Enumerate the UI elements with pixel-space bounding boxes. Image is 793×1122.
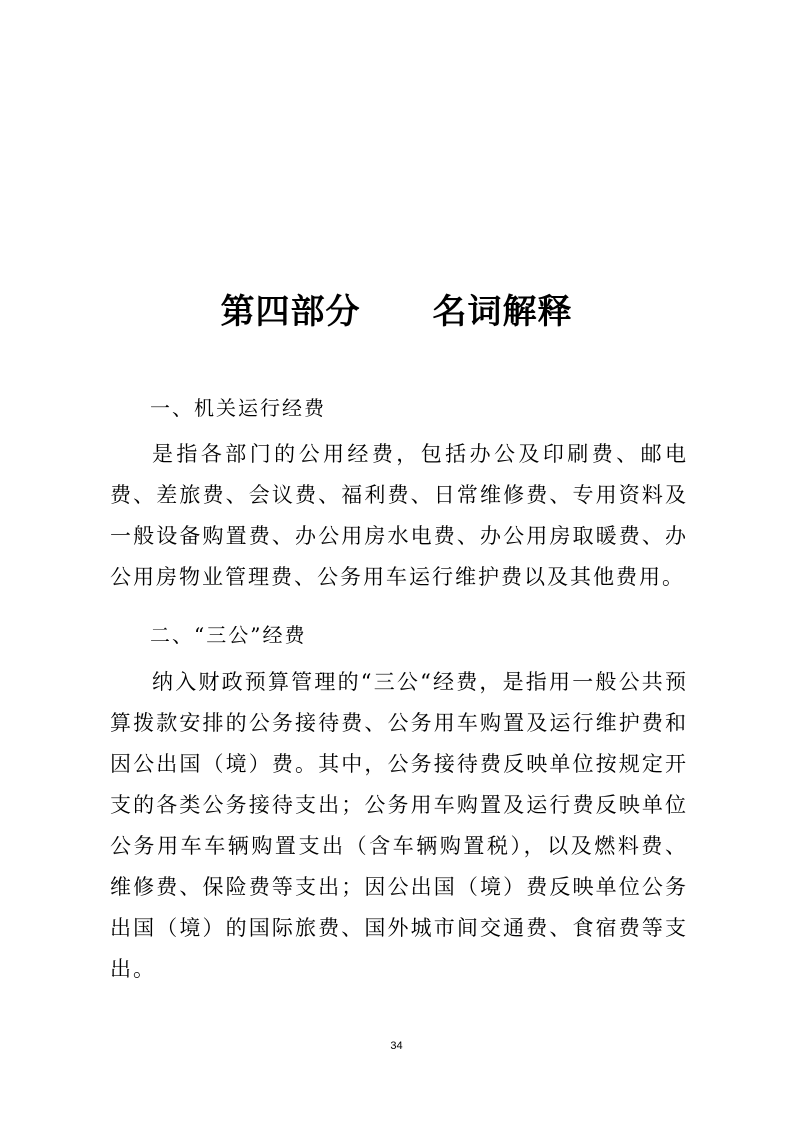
section-heading-1: 一、机关运行经费: [150, 396, 326, 420]
page-title: [0, 286, 793, 338]
section-heading-2: 二、“三公”经费: [150, 623, 307, 647]
section-body-1: 是指各部门的公用经费，包括办公及印刷费、邮电费、差旅费、会议费、福利费、日常维修费、专用资料及一般设备购置费、办公用房水电费、办公用房取暖费、办公用房物业管理费、公务用车运行维护费以及其他费用。: [110, 442, 688, 589]
page-number: 34: [390, 1040, 403, 1052]
section-body-2: 纳入财政预算管理的“三公“经费，是指用一般公共预算拨款安排的公务接待费、公务用车购置及运行维护费和因公出国（境）费。其中，公务接待费反映单位按规定开支的各类公务接待支出；公务用车购置及运行费反映单位公务用车车辆购置支出（含车辆购置税），以及燃料费、维修费、保险费等支出；因公出国（境）费反映单位公务出国（境）的国际旅费、国外城市间交通费、食宿费等支出。: [110, 670, 688, 981]
title-part: 第四部分: [220, 292, 361, 332]
title-name: 名词解释: [432, 292, 573, 332]
